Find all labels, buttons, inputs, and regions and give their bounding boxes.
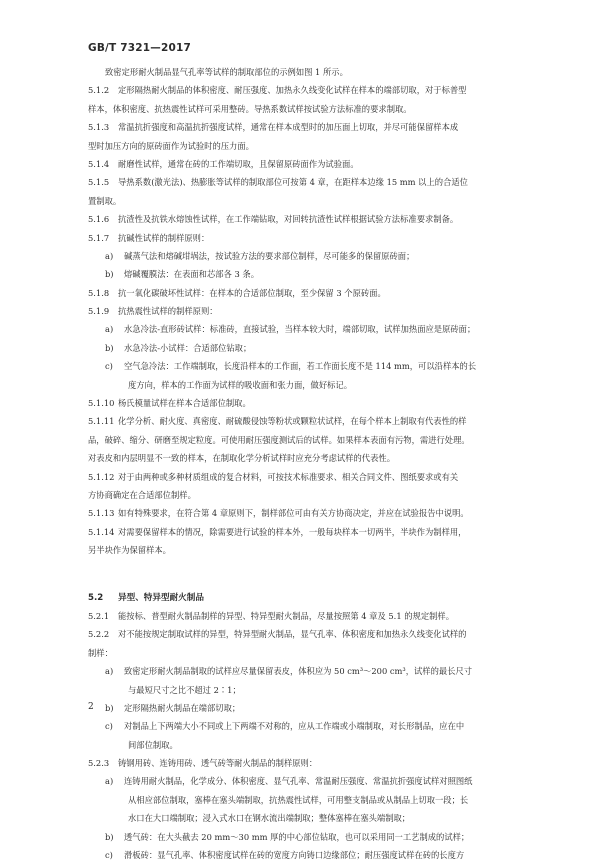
clause-number: 5.1.8 [88, 287, 110, 298]
line-text: 对制品上下两端大小不同或上下两端不对称的，应从工作端或小端制取，对长形制品，应在中 [124, 721, 465, 732]
line-text: 样本，体积密度、抗热震性试样可采用整砖。导热系数试样按试验方法标准的要求制取。 [88, 103, 412, 114]
list-marker: c) [105, 850, 113, 861]
line-text: 常温抗折强度和高温抗折强度试样，通常在样本成型时的加压面上切取，并尽可能保留样本成 [118, 122, 459, 133]
paragraph-line [88, 468, 535, 486]
line-text: 另半块作为保留样本。 [88, 545, 171, 556]
page-number: 2 [88, 702, 94, 712]
paragraph-line [88, 607, 535, 625]
clause-number: 5.2.2 [88, 629, 110, 640]
list-item [88, 717, 535, 735]
line-text: 导热系数(激光法)、热膨胀等试样的制取部位可按第 4 章，在距样本边缘 15 mm 以上的合适位 [118, 177, 468, 188]
line-text: 异型、特异型耐火制品 [118, 592, 204, 603]
paragraph-continuation [88, 541, 535, 559]
paragraph-line [88, 302, 535, 320]
line-text: 对需要保留样本的情况，除需要进行试验的样本外，一般每块样本一切两半，半块作为制样用， [118, 526, 467, 537]
line-text: 抗渣性及抗铁水熔蚀性试样，在工作端钻取，对回转抗渣性试样根据试验方法标准要求制备。 [118, 214, 459, 225]
list-item-continuation [88, 376, 535, 394]
line-text: 铸钢用砖、连铸用砖、透气砖等耐火制品的制样原则： [118, 758, 318, 769]
paragraph-continuation [88, 137, 535, 155]
clause-number: 5.1.2 [88, 85, 110, 96]
list-marker: c) [105, 361, 113, 372]
list-item-continuation [88, 681, 535, 699]
list-item [88, 247, 535, 265]
line-text: 水急冷法-直形砖试样：标准砖，直接试验，当样本较大时，端部切取，试样加热面应是原砖面； [124, 324, 476, 335]
paragraph-line [88, 412, 535, 430]
clause-number: 5.1.10 [88, 398, 115, 409]
paragraph-continuation [88, 192, 535, 210]
line-text: 抗热震性试样的制样原则： [118, 306, 218, 317]
paragraph-continuation [88, 431, 535, 449]
standard-code-header: GB/T 7321—2017 [88, 42, 192, 54]
line-text: 制样： [88, 647, 113, 658]
paragraph-line [88, 118, 535, 136]
line-text: 与最短尺寸之比不超过 2∶1； [128, 684, 241, 695]
line-text: 水急冷法-小试样：合适部位钻取； [124, 342, 252, 353]
line-text: 抗一氧化碳破坏性试样：在样本的合适部位制取，至少保留 3 个原砖面。 [118, 287, 386, 298]
line-text: 杨氏模量试样在样本合适部位制取。 [118, 398, 251, 409]
paragraph-line [88, 523, 535, 541]
list-item-continuation [88, 809, 535, 827]
paragraph-line [88, 754, 535, 772]
list-marker: a) [105, 666, 114, 677]
line-text: 型时加压方向的原砖面作为试验时的压力面。 [88, 140, 254, 151]
clause-number: 5.1.5 [88, 177, 110, 188]
list-marker: a) [105, 250, 114, 261]
paragraph-continuation [88, 449, 535, 467]
line-text: 从相应部位制取，塞棒在塞头端制取，抗热震性试样，可用整支制品或从制品上切取一段；长 [128, 794, 469, 805]
clause-number: 5.1.12 [88, 471, 115, 482]
list-item-continuation [88, 736, 535, 754]
line-text: 碱蒸气法和熔碱坩埚法，按试验方法的要求部位制样，尽可能多的保留原砖面； [124, 250, 415, 261]
line-text: 水口在大口端制取；浸入式水口在钢水流出端制取；整体塞棒在塞头端制取； [128, 813, 411, 824]
paragraph-line [88, 173, 535, 191]
list-item [88, 320, 535, 338]
line-text: 抗碱性试样的制样原则： [118, 232, 210, 243]
list-marker: b) [105, 269, 114, 280]
clause-number: 5.1.14 [88, 526, 115, 537]
list-item [88, 772, 535, 790]
paragraph-line [88, 229, 535, 247]
line-text: 滑板砖：显气孔率、体积密度试样在砖的宽度方向铸口边缘部位；耐压强度试样在砖的长度方 [124, 850, 465, 861]
list-item [88, 357, 535, 375]
line-text: 品，破碎、缩分、研磨至规定粒度。可使用耐压强度测试后的试样。如果样本表面有污物，需进行处理。 [88, 434, 470, 445]
clause-number: 5.1.13 [88, 508, 115, 519]
paragraph-continuation [88, 486, 535, 504]
clause-number: 5.2.3 [88, 758, 110, 769]
paragraph-line [88, 394, 535, 412]
clause-number: 5.1.4 [88, 158, 110, 169]
paragraph-continuation [88, 100, 535, 118]
clause-number: 5.2.1 [88, 610, 110, 621]
paragraph-continuation [88, 644, 535, 662]
paragraph-line [88, 284, 535, 302]
list-item [88, 828, 535, 846]
line-text: 间部位制取。 [128, 739, 178, 750]
paragraph-line [88, 63, 535, 81]
list-item [88, 846, 535, 864]
list-item [88, 699, 535, 717]
line-text: 度方向，样本的工作面为试样的吸收面和张力面，做好标记。 [128, 379, 353, 390]
list-item [88, 265, 535, 283]
list-marker: a) [105, 324, 114, 335]
paragraph-line [88, 81, 535, 99]
line-text: 方协商确定在合适部位制样。 [88, 489, 196, 500]
line-text: 对表皮和内层明显不一致的样本，在制取化学分析试样时应充分考虑试样的代表性。 [88, 453, 395, 464]
line-text: 对不能按规定制取试样的异型，特异型耐火制品，显气孔率、体积密度和加热永久线变化试样的 [118, 629, 467, 640]
line-text: 能按标、普型耐火制品制样的异型、特异型耐火制品，尽量按照第 4 章及 5.1 的规定制样。 [118, 610, 455, 621]
line-text: 如有特殊要求，在符合第 4 章原则下，制样部位可由有关方协商决定，并应在试验报告中说明。 [118, 508, 469, 519]
list-marker: a) [105, 776, 114, 787]
line-text: 定形隔热耐火制品的体积密度、耐压强度、加热永久线变化试样在样本的端部切取，对于标普型 [118, 85, 467, 96]
list-marker: b) [105, 831, 114, 842]
line-text: 对于由两种或多种材质组成的复合材料，可按技术标准要求、相关合同文件、图纸要求或有关 [118, 471, 459, 482]
list-item [88, 662, 535, 680]
line-text: 透气砖：在大头截去 20 mm～30 mm 厚的中心部位钻取，也可以采用同一工艺制成的试样； [124, 831, 470, 842]
paragraph-line [88, 504, 535, 522]
line-text: 致密定形耐火制品制取的试样应尽量保留表皮，体积应为 50 cm³～200 cm³，试样的最长尺寸 [124, 666, 473, 677]
line-text: 耐磨性试样，通常在砖的工作端切取，且保留原砖面作为试验面。 [118, 158, 359, 169]
line-text: 置制取。 [88, 195, 122, 206]
list-marker: b) [105, 342, 114, 353]
clause-number: 5.1.7 [88, 232, 110, 243]
line-text: 致密定形耐火制品显气孔率等试样的制取部位的示例如图 1 所示。 [105, 67, 348, 77]
paragraph-line [88, 210, 535, 228]
section-number: 5.2 [88, 592, 104, 603]
list-item [88, 339, 535, 357]
section-gap [88, 560, 535, 589]
document-body [88, 63, 535, 864]
list-item-continuation [88, 791, 535, 809]
line-text: 空气急冷法：工作端制取，长度沿样本的工作面，若工作面长度不是 114 mm，可以沿样本的长 [124, 361, 477, 372]
list-marker: b) [105, 702, 114, 713]
line-text: 化学分析、耐火度、真密度、耐硫酸侵蚀等粉状或颗粒状试样，在每个样本上制取有代表性的样 [118, 416, 467, 427]
line-text: 熔碱覆膜法：在表面和芯部各 3 条。 [124, 269, 260, 280]
section-heading [88, 589, 535, 607]
clause-number: 5.1.9 [88, 306, 110, 317]
list-marker: c) [105, 721, 113, 732]
paragraph-line [88, 625, 535, 643]
clause-number: 5.1.3 [88, 122, 110, 133]
line-text: 连铸用耐火制品，化学成分、体积密度、显气孔率、常温耐压强度、常温抗折强度试样对照图纸 [124, 776, 473, 787]
paragraph-line [88, 155, 535, 173]
clause-number: 5.1.6 [88, 214, 110, 225]
clause-number: 5.1.11 [88, 416, 115, 427]
line-text: 定形隔热耐火制品在端部切取； [124, 702, 241, 713]
